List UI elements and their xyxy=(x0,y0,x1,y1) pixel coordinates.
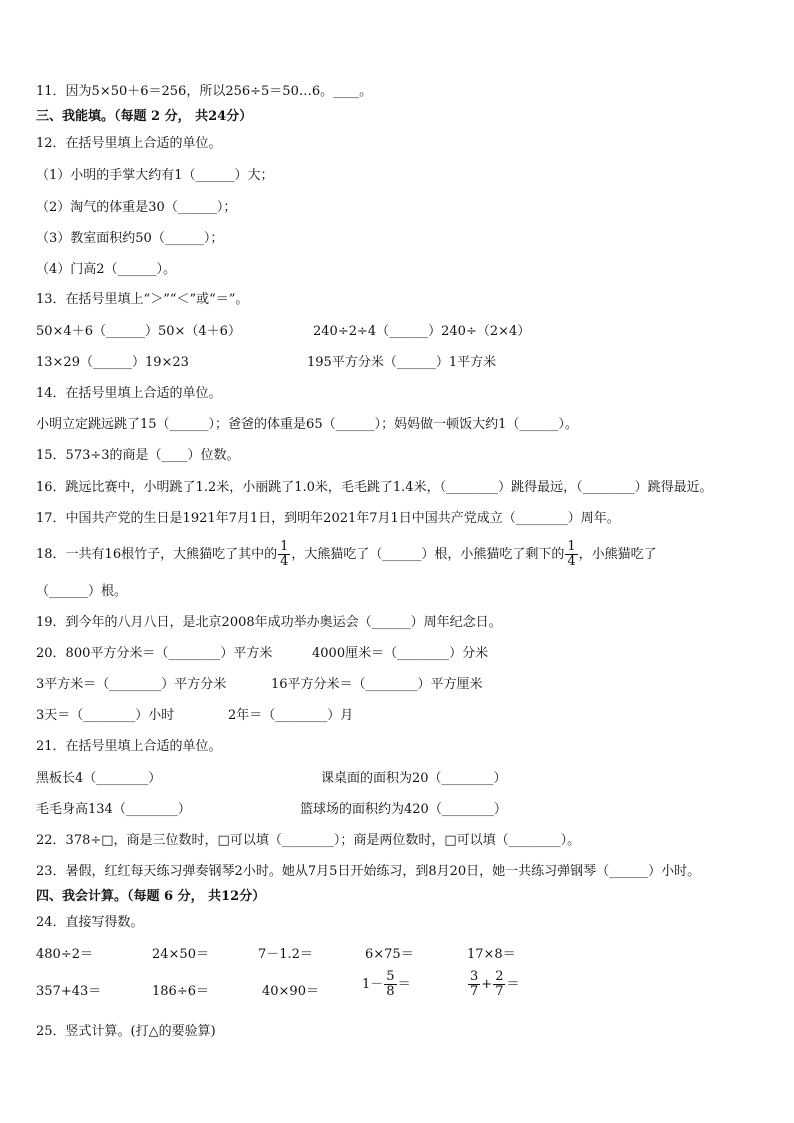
question-24-stem: 24．直接写得数。 xyxy=(36,915,144,930)
question-19: 19．到今年的八月八日，是北京2008年成功举办奥运会（______）周年纪念日。 xyxy=(36,615,502,630)
calc-equals: ＝ xyxy=(397,977,411,992)
fraction-denominator: 8 xyxy=(386,984,395,999)
fraction-two-sevenths xyxy=(493,970,505,999)
question-12-item-1: （1）小明的手掌大约有1（______）大； xyxy=(36,168,274,183)
question-20-d: 16平方分米＝（________）平方厘米 xyxy=(271,677,483,692)
fraction-denominator: 7 xyxy=(470,984,479,999)
question-21-a: 黑板长4（________） xyxy=(36,771,162,786)
calc-equals: ＝ xyxy=(506,977,520,992)
question-13-stem: 13．在括号里填上“＞”“＜”或“＝”。 xyxy=(36,292,249,307)
fraction-numerator: 2 xyxy=(495,969,504,984)
fraction-denominator: 4 xyxy=(280,554,289,569)
question-12-item-4: （4）门高2（______）。 xyxy=(36,262,177,277)
calc-item: 6×75＝ xyxy=(365,947,414,962)
question-15: 15．573÷3的商是（____）位数。 xyxy=(36,448,240,463)
question-21-b: 课桌面的面积为20（________） xyxy=(321,771,507,786)
question-12-item-2: （2）淘气的体重是30（______）； xyxy=(36,200,237,215)
calc-item: 7－1.2＝ xyxy=(258,947,313,962)
calc-item-fraction-2 xyxy=(467,970,519,999)
question-18-part-1: 18．一共有16根竹子，大熊猫吃了其中的 xyxy=(36,547,278,562)
question-13-c: 13×29（______）19×23 xyxy=(36,355,189,370)
question-18-part-2: ，大熊猫吃了（______）根，小熊猫吃了剩下的 xyxy=(291,547,565,562)
question-16: 16．跳远比赛中，小明跳了1.2米，小丽跳了1.0米，毛毛跳了1.4米，（________）跳得最远，（________）跳得最近。 xyxy=(36,480,713,495)
fraction-one-quarter xyxy=(565,540,577,569)
question-21-c: 毛毛身高134（________） xyxy=(36,802,191,817)
calc-operator: + xyxy=(481,977,493,992)
question-14-stem: 14．在括号里填上合适的单位。 xyxy=(36,386,222,401)
calc-item: 24×50＝ xyxy=(152,947,209,962)
question-12-stem: 12．在括号里填上合适的单位。 xyxy=(36,136,222,151)
calc-item: 186÷6＝ xyxy=(152,984,209,999)
fraction-numerator: 1 xyxy=(567,539,576,554)
question-20-b: 4000厘米＝（________）分米 xyxy=(312,646,489,661)
fraction-five-eighths xyxy=(384,970,396,999)
question-18-line-1 xyxy=(36,540,657,569)
question-20-e: 3天＝（________）小时 xyxy=(36,708,175,723)
fraction-three-sevenths xyxy=(468,970,480,999)
question-18-line-2: （______）根。 xyxy=(36,584,128,599)
calc-item-fraction-1 xyxy=(362,970,411,999)
question-25: 25．竖式计算。(打△的要验算) xyxy=(36,1024,216,1039)
question-18-part-3: ，小熊猫吃了 xyxy=(578,547,657,562)
question-20-c: 3平方米＝（________）平方分米 xyxy=(36,677,227,692)
fraction-numerator: 5 xyxy=(386,969,395,984)
calc-item: 40×90＝ xyxy=(262,984,319,999)
fraction-numerator: 1 xyxy=(280,539,289,554)
question-12-item-3: （3）教室面积约50（______）； xyxy=(36,231,224,246)
question-23: 23．暑假，红红每天练习弹奏钢琴2小时。她从7月5日开始练习，到8月20日，她一共练习弹钢琴（______）小时。 xyxy=(36,864,701,879)
fraction-one-quarter xyxy=(278,540,290,569)
question-11: 11．因为5×50＋6＝256，所以256÷5＝50…6。____。 xyxy=(36,84,373,99)
section-3-heading: 三、我能填。（每题 2 分， 共24分） xyxy=(36,109,253,124)
calc-prefix: 1－ xyxy=(362,977,384,992)
question-13-b: 240÷2÷4（______）240÷（2×4） xyxy=(313,324,531,339)
question-20-f: 2年＝（________）月 xyxy=(228,708,354,723)
question-13-d: 195平方分米（______）1平方米 xyxy=(307,355,497,370)
question-14-line: 小明立定跳远跳了15（______）；爸爸的体重是65（______）；妈妈做一顿饭大约1（______）。 xyxy=(36,417,578,432)
fraction-numerator: 3 xyxy=(470,969,479,984)
calc-item: 17×8＝ xyxy=(467,947,516,962)
fraction-denominator: 7 xyxy=(495,984,504,999)
calc-item: 357+43＝ xyxy=(36,984,102,999)
question-13-a: 50×4＋6（______）50×（4＋6） xyxy=(36,324,241,339)
fraction-denominator: 4 xyxy=(567,554,576,569)
section-4-heading: 四、我会计算。（每题 6 分， 共12分） xyxy=(36,889,266,904)
question-21-stem: 21．在括号里填上合适的单位。 xyxy=(36,739,222,754)
calc-item: 480÷2＝ xyxy=(36,947,93,962)
question-22: 22．378÷□，商是三位数时，□可以填（________）；商是两位数时，□可以填（________）。 xyxy=(36,833,581,848)
question-21-d: 篮球场的面积约为420（________） xyxy=(300,802,507,817)
question-17: 17．中国共产党的生日是1921年7月1日，到明年2021年7月1日中国共产党成立（________）周年。 xyxy=(36,511,620,526)
question-20-a: 20．800平方分米＝（________）平方米 xyxy=(36,646,273,661)
